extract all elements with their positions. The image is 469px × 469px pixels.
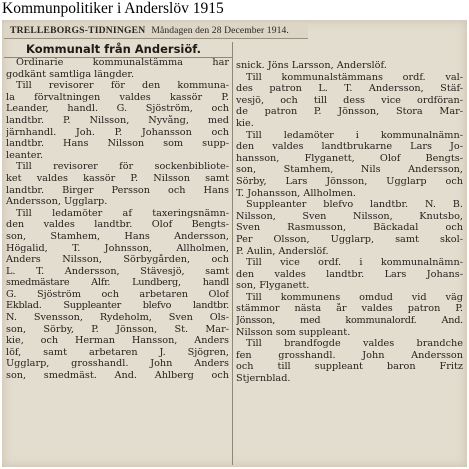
text-line: Till revisorer för sockenbibliote- [16, 161, 229, 173]
text-line: L. T. Andersson, Stävesjö, samt [6, 265, 229, 277]
text-line: ket valdes kassör P. Nilsson samt [6, 172, 229, 184]
text-line: Högalid, T. Johnsson, Allholmen, [6, 242, 229, 254]
article-right-column [236, 60, 463, 465]
article-paragraph [236, 72, 463, 130]
text-line: godkänt samtliga längder. [6, 68, 135, 80]
text-line: järnhandl. Joh. P. Johansson och [6, 126, 229, 138]
article-paragraph [6, 161, 229, 207]
text-line: son, Sörby, P. Jönsson, St. Mar- [6, 323, 229, 335]
article-left-column [6, 42, 229, 465]
text-line: Per Olsson, Ugglarp, samt skol- [236, 233, 463, 245]
text-line: leanter. [6, 149, 44, 161]
text-line: son, Stamhem, Nils Andersson, [236, 164, 463, 176]
text-line: den valdes landtbrukarne Lars Jo- [236, 141, 463, 153]
article-paragraph [236, 292, 463, 338]
text-line: smedmästare Alfr. Lundberg, handl [6, 277, 229, 289]
newspaper-name: TRELLEBORGS-TIDNINGEN [10, 25, 146, 36]
text-line: Till revisorer för den kommuna- [16, 80, 229, 92]
text-line: kie, och Herman Hansson, Anders [6, 335, 229, 347]
article-paragraph [236, 257, 463, 292]
text-line: landtbr. P. Nilsson, Nyvång, med [6, 114, 229, 126]
text-line: Ekblad. Suppleanter blefvo landtbr. [6, 300, 229, 312]
text-line: Leander, handl. G. Sjöström, och [6, 103, 229, 115]
text-line: Sörby, Lars Jönsson, Ugglarp och [236, 175, 463, 187]
text-line: Jönsson, med kommunalordf. And. [236, 315, 463, 327]
text-line: Till ledamöter i kommunalnämn- [246, 129, 463, 141]
page-title: Kommunpolitiker i Anderslöv 1915 [2, 0, 224, 17]
text-line: son, Stamhem, Hans Andersson, [6, 230, 229, 242]
text-line: Till ledamöter af taxeringsnämn- [16, 207, 229, 219]
text-line: Ordinarie kommunalstämma har [16, 57, 229, 68]
article-paragraph [6, 80, 229, 161]
newspaper-masthead [4, 23, 308, 39]
text-line: stämmor nästa år valdes patron P. [236, 303, 463, 315]
article-paragraph [6, 208, 229, 382]
text-line: Sven Rasmusson, Bäckadal och [236, 222, 463, 234]
text-line: vesjö, och till dess vice ordföran- [236, 94, 463, 106]
text-line: landtbr. Hans Nilsson som supp- [6, 138, 229, 150]
article-paragraph [236, 338, 463, 384]
article-paragraph [236, 199, 463, 257]
text-line: des patron L. T. Andersson, Stäf- [236, 83, 463, 95]
text-line: Till kommunens omdud vid väg [246, 291, 463, 303]
text-line: Nilsson, Sven Nilsson, Knutsbo, [236, 210, 463, 222]
text-line: landtbr. Birger Persson och Hans [6, 184, 229, 196]
text-line: Andersson, Ugglarp. [6, 196, 108, 208]
text-line: Till brandfogde valdes brandche [246, 338, 463, 350]
text-line: N. Svensson, Rydeholm, Sven Ols- [6, 312, 229, 324]
text-line: P. Aulin, Anderslöf. [236, 245, 329, 257]
text-line: hansson, Flyganett, Olof Bengts- [236, 152, 463, 164]
text-line: fen grosshandl. John Andersson [236, 349, 463, 361]
text-line: Ugglarp, grosshandl. John Anders [6, 358, 229, 370]
text-line: Suppleanter blefvo landtbr. N. B. [246, 199, 463, 211]
article-paragraph [236, 130, 463, 200]
text-line: Stjernblad. [236, 373, 291, 385]
text-line: den valdes landtbr. Olof Bengts- [6, 219, 229, 231]
newspaper-clipping [2, 20, 467, 467]
text-line: Till vice ordf. i kommunalnämn- [246, 257, 463, 269]
text-line: löf, samt arbetaren J. Sjögren, [6, 346, 229, 358]
article-paragraph [236, 60, 463, 72]
column-divider [232, 42, 233, 465]
issue-date: Måndagen den 28 December 1914. [151, 25, 289, 36]
text-line: T. Johansson, Allholmen. [236, 187, 356, 199]
text-line: och till suppleant baron Fritz [236, 361, 463, 373]
text-line: Till kommunalstämmans ordf. val- [246, 71, 463, 83]
text-line: Anders Nilsson, Sörbygården, och [6, 254, 229, 266]
text-line: G. Sjöström och arbetaren Olof [6, 288, 229, 300]
text-line: snick. Jöns Larsson, Anderslöf. [236, 60, 387, 71]
article-headline: Kommunalt från Andersiöf. [26, 42, 201, 56]
text-line: den valdes landtbr. Lars Johans- [236, 268, 463, 280]
text-line: son, smedmäst. And. Ahlberg och [6, 370, 229, 382]
text-line: kie. [236, 117, 254, 129]
text-line: Nilsson som suppleant. [236, 326, 351, 338]
text-line: de patron P. Jönsson, Stora Mar- [236, 106, 463, 118]
text-line: son, Flyganett. [236, 280, 310, 292]
text-line: la förvaltningen valdes kassör P. [6, 91, 229, 103]
article-paragraph [6, 57, 229, 80]
